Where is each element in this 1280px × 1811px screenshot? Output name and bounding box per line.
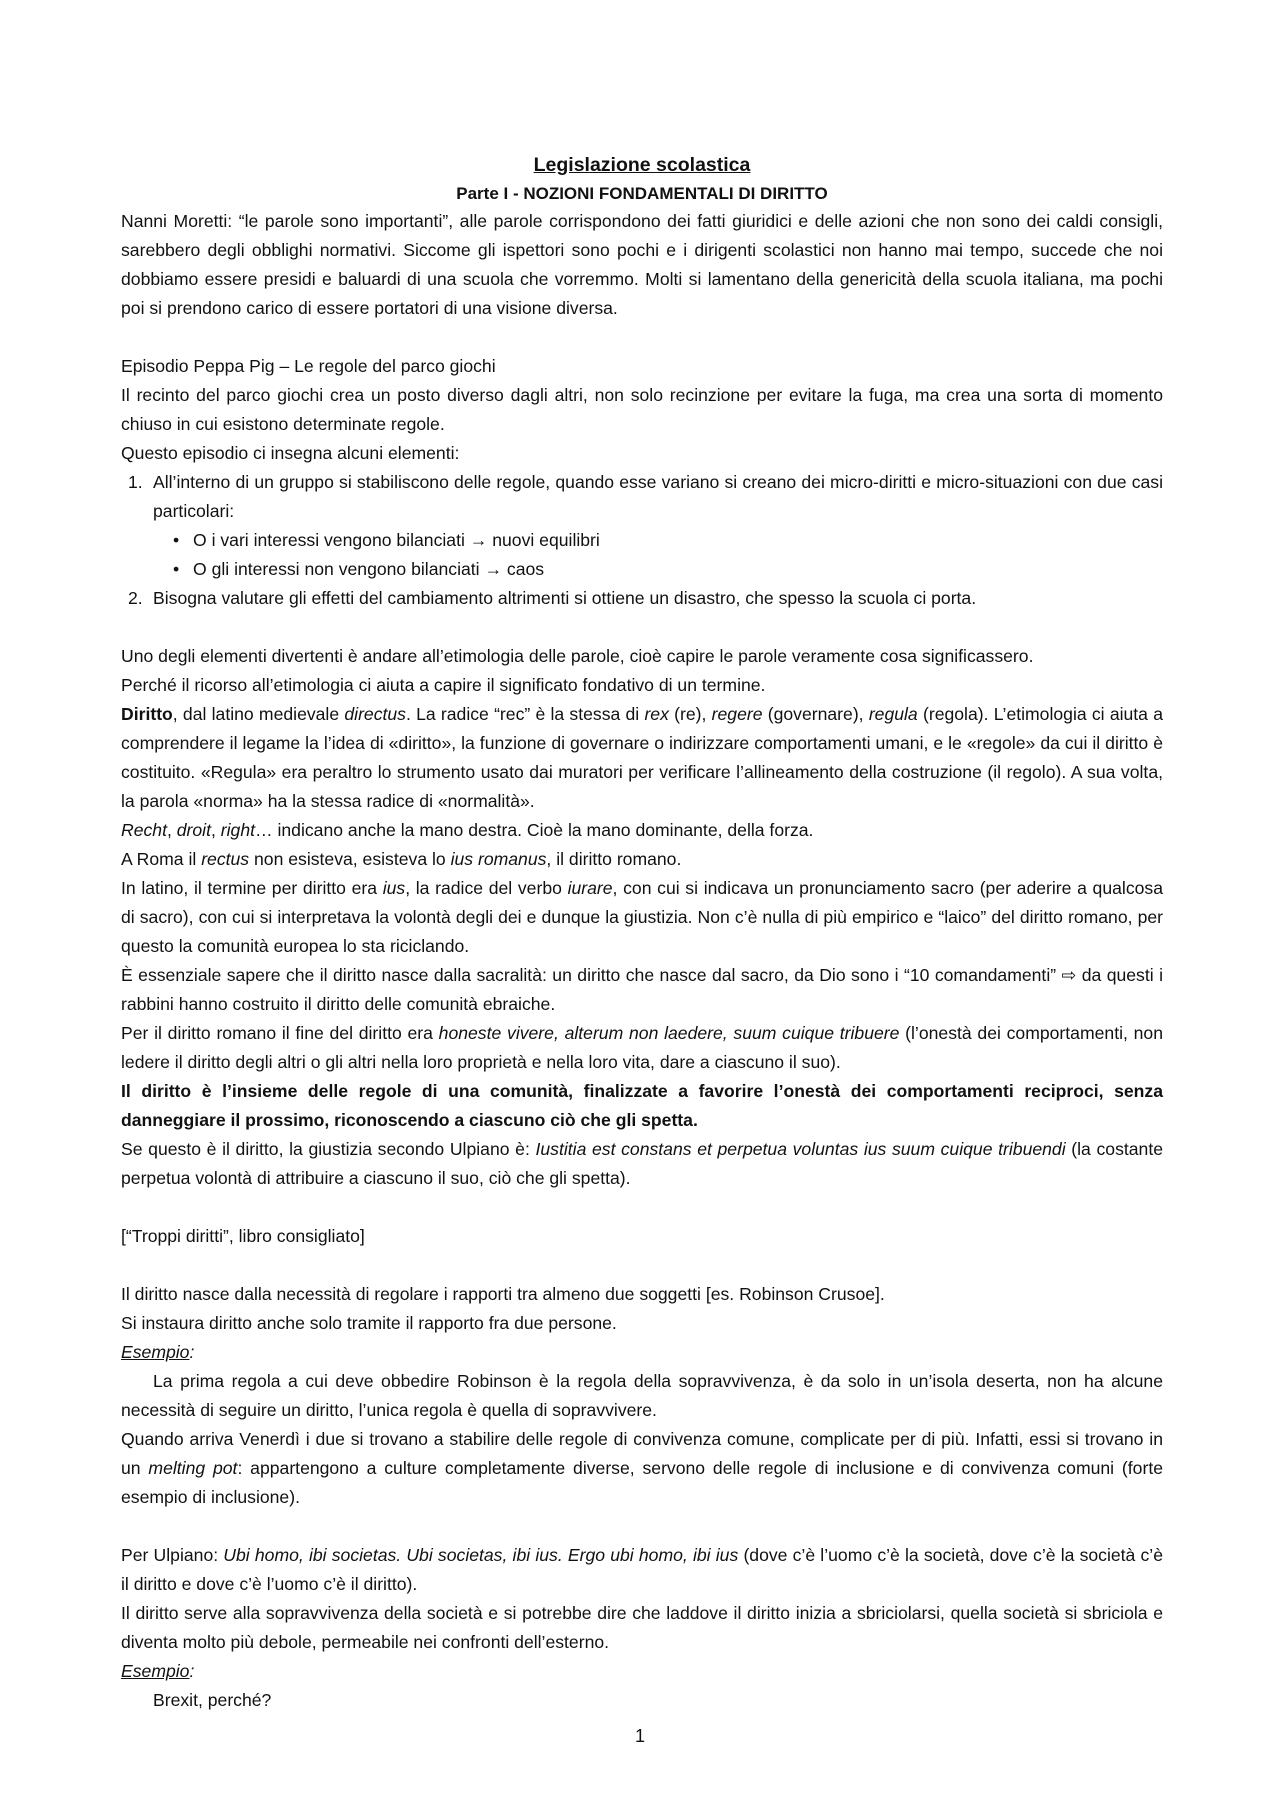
- latin-term: rectus: [201, 849, 250, 869]
- society-paragraph: Il diritto serve alla sopravvivenza della società e si potrebbe dire che laddove il diritto inizia a sbriciolarsi, quella società si sbriciola e diventa molto più debole, permeabile nei confronti dell’esterno.: [121, 1603, 1163, 1652]
- latin-term: directus: [344, 704, 406, 724]
- text-span: , con cui si indicava un pronunciamento sacro (per aderire a qualcosa di sacro), con cui si interpretava la volontà degli dei e dunque la giustizia. Non c’è nulla di più empirico e “laico” del diritto romano, per questo la comunità europea lo sta riciclando.: [121, 878, 1163, 956]
- bullet-text: O i vari interessi vengono bilanciati → nuovi equilibri: [193, 530, 600, 550]
- document-page: [121, 150, 1163, 1715]
- spacer: [121, 613, 1163, 642]
- definition-text: Il diritto è l’insieme delle regole di una comunità, finalizzate a favorire l’onestà dei comportamenti reciproci, senza danneggiare il prossimo, riconoscendo a ciascuno ciò che gli spetta.: [121, 1081, 1163, 1130]
- example-label: [121, 1338, 1163, 1367]
- document-title: Legislazione scolastica: [533, 154, 751, 176]
- text-span: . La radice “rec” è la stessa di: [405, 704, 645, 724]
- ulpiano-justice-paragraph: [121, 1135, 1163, 1193]
- intro-paragraph: Nanni Moretti: “le parole sono importanti”, alle parole corrispondono dei fatti giuridici e delle azioni che non sono dei caldi consigli, sarebbero degli obblighi normativi. Siccome gli ispettori sono pochi e i dirigenti scolastici non hanno mai tempo, succede che noi dobbiamo essere presidi e baluardi di una scuola che vorremmo. Molti si lamentano della genericità della scuola italiana, ma pochi poi si prendono carico di essere portatori di una visione diversa.: [121, 211, 1163, 318]
- example-word: Esempio: [121, 1661, 190, 1681]
- text-span: Per il diritto romano il fine del diritto era: [121, 1023, 439, 1043]
- term: right: [220, 820, 255, 840]
- etymology-paragraph: Uno degli elementi divertenti è andare all’etimologia delle parole, cioè capire le parole veramente cosa significassero.: [121, 646, 1034, 666]
- venerdi-paragraph: [121, 1425, 1163, 1512]
- bullet-icon: •: [173, 559, 180, 579]
- text-span: (l’onestà dei comportamenti, non ledere il diritto degli altri o gli altri nella loro proprietà e nella loro vita, dare a ciascuno il suo).: [121, 1023, 1163, 1072]
- text-span: (la costante perpetua volontà di attribuire a ciascuno il suo, ciò che gli spetta).: [121, 1139, 1163, 1188]
- numbered-list: [121, 468, 1163, 613]
- text-span: ,: [166, 820, 177, 840]
- list-item-text: Bisogna valutare gli effetti del cambiamento altrimenti si ottiene un disastro, che spesso la scuola ci porta.: [153, 588, 977, 608]
- latin-term: rex: [644, 704, 669, 724]
- spacer: [121, 1193, 1163, 1222]
- term: droit: [176, 820, 211, 840]
- example-word: Esempio: [121, 1342, 190, 1362]
- latin-term: ius: [382, 878, 406, 898]
- etymology-paragraph: Perché il ricorso all’etimologia ci aiuta a capire il significato fondativo di un termine.: [121, 675, 766, 695]
- text-span: , la radice del verbo: [405, 878, 568, 898]
- list-number: 1.: [128, 472, 143, 492]
- text-span: … indicano anche la mano destra. Cioè la mano dominante, della forza.: [255, 820, 814, 840]
- text-span: Se questo è il diritto, la giustizia secondo Ulpiano è:: [121, 1139, 536, 1159]
- colon: :: [189, 1342, 195, 1362]
- diritto-term: Diritto: [121, 704, 173, 724]
- peppa-paragraph: Il recinto del parco giochi crea un posto diverso dagli altri, non solo recinzione per evitare la fuga, ma crea una sorta di momento chiuso in cui esistono determinate regole.: [121, 385, 1163, 434]
- peppa-heading: Episodio Peppa Pig – Le regole del parco giochi: [121, 356, 496, 376]
- latin-phrase: Ubi homo, ibi societas. Ubi societas, ibi ius. Ergo ubi homo, ibi ius: [223, 1545, 739, 1565]
- text-span: In latino, il termine per diritto era: [121, 878, 383, 898]
- text-span: non esisteva, esisteva lo: [249, 849, 451, 869]
- bullet-text: O gli interessi non vengono bilanciati → caos: [193, 559, 545, 579]
- page-number: 1: [634, 1726, 645, 1746]
- text-span: Per Ulpiano:: [121, 1545, 224, 1565]
- latin-term: regula: [868, 704, 918, 724]
- roma-paragraph: [121, 845, 1163, 874]
- spacer: [121, 1512, 1163, 1541]
- text-span: : appartengono a culture completamente diverse, servono delle regole di inclusione e di convivenza comuni (forte esempio di inclusione).: [121, 1458, 1163, 1507]
- list-item: [121, 468, 1163, 584]
- document-subtitle: Parte I - NOZIONI FONDAMENTALI DI DIRITTO: [456, 184, 828, 203]
- spacer: [121, 1251, 1163, 1280]
- text-span: (dove c’è l’uomo c’è la società, dove c’è la società c’è il diritto e dove c’è l’uomo c’è il diritto).: [121, 1545, 1163, 1594]
- term: melting pot: [148, 1458, 238, 1478]
- latin-paragraph: [121, 874, 1163, 961]
- bullet-icon: •: [173, 530, 180, 550]
- bullet-item: [153, 555, 1163, 584]
- list-item-text: All’interno di un gruppo si stabiliscono delle regole, quando esse variano si creano dei micro-diritti e micro-situazioni con due casi particolari:: [153, 472, 1163, 521]
- peppa-lead: Questo episodio ci insegna alcuni elementi:: [121, 443, 460, 463]
- definition-paragraph: [121, 1077, 1163, 1135]
- ulpiano-paragraph: [121, 1541, 1163, 1599]
- sacred-paragraph: È essenziale sapere che il diritto nasce dalla sacralità: un diritto che nasce dal sacro, da Dio sono i “10 comandamenti” ⇨ da questi i rabbini hanno costruito il diritto delle comunità ebraiche.: [121, 965, 1163, 1014]
- book-note: [“Troppi diritti”, libro consigliato]: [121, 1226, 365, 1246]
- brexit-line: Brexit, perché?: [153, 1690, 272, 1710]
- list-item: [121, 584, 1163, 613]
- latin-phrase: honeste vivere, alterum non laedere, suum cuique tribuere: [438, 1023, 900, 1043]
- latin-term: regere: [711, 704, 763, 724]
- bullet-item: [153, 526, 1163, 555]
- text-span: (re),: [668, 704, 712, 724]
- term: Recht: [121, 820, 167, 840]
- example-label: [121, 1657, 1163, 1686]
- text-span: , dal latino medievale: [172, 704, 345, 724]
- colon: :: [189, 1661, 195, 1681]
- bullet-list: [153, 526, 1163, 584]
- latin-term: ius romanus: [450, 849, 547, 869]
- text-span: Quando arriva Venerdì i due si trovano a stabilire delle regole di convivenza comune, complicate per di più. Infatti, essi si trovano in un: [121, 1429, 1163, 1478]
- roman-goal-paragraph: [121, 1019, 1163, 1077]
- text-span: , il diritto romano.: [546, 849, 682, 869]
- recht-paragraph: [121, 816, 1163, 845]
- text-span: ,: [210, 820, 221, 840]
- crusoe-paragraph: Il diritto nasce dalla necessità di regolare i rapporti tra almeno due soggetti [es. Robinson Crusoe].: [121, 1284, 885, 1304]
- spacer: [121, 323, 1163, 352]
- latin-phrase: Iustitia est constans et perpetua voluntas ius suum cuique tribuendi: [535, 1139, 1066, 1159]
- text-span: (regola). L’etimologia ci aiuta a comprendere il legame la l’idea di «diritto», la funzione di governare o indirizzare comportamenti umani, e le «regole» da cui il diritto è costituito. «Regula» era peraltro lo strumento usato dai muratori per verificare l’allineamento della costruzione (il regolo). A sua volta, la parola «norma» ha la stessa radice di «normalità».: [121, 704, 1163, 811]
- diritto-paragraph: [121, 700, 1163, 816]
- text-span: A Roma il: [121, 849, 202, 869]
- crusoe-paragraph: Si instaura diritto anche solo tramite il rapporto fra due persone.: [121, 1313, 617, 1333]
- text-span: (governare),: [762, 704, 869, 724]
- latin-term: iurare: [567, 878, 613, 898]
- crusoe-example-paragraph: La prima regola a cui deve obbedire Robinson è la regola della sopravvivenza, è da solo in un’isola deserta, non ha alcune necessità di seguire un diritto, l’unica regola è quella di sopravvivere.: [121, 1371, 1163, 1420]
- list-number: 2.: [128, 588, 143, 608]
